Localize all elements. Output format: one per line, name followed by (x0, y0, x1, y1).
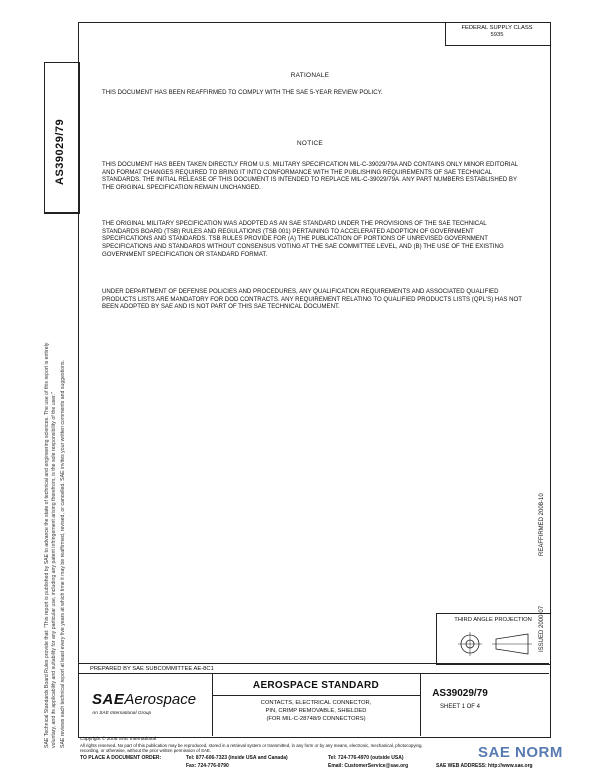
footer-rights-2: recording, or otherwise, without the prior written permission of SAE. (80, 748, 212, 753)
left-margin-line-3: SAE reviews each technical report at least every five years at which time it may be reaffirmed, revised, or cancelled. SAE invites your written comments and suggestions. (60, 360, 66, 748)
notice-paragraph-3: UNDER DEPARTMENT OF DEFENSE POLICIES AND PROCEDURES, ANY QUALIFICATION REQUIREMENTS AND ASSOCIATED QUALIFIED PRODUCTS LISTS ARE MANDATORY FOR DOD CONTRACTS. ANY REQUIREMENT RELATING TO QUALIFIED PRODUCTS LISTS (QPL'S) HAS NOT BEEN ADOPTED BY SAE AND IS NOT PART OF THIS SAE TECHNICAL DOCUMENT. (102, 288, 522, 311)
doc-number-side: AS39029/79 (54, 118, 66, 185)
footer-tel-1: Tel: 877-606-7323 (inside USA and Canada) (186, 755, 288, 761)
footer-rights: All rights reserved. No part of this publication may be reproduced, stored in a retrieval system or transmitted, in any form or by any means, electronic, mechanical, photocopying, (80, 743, 423, 748)
reaffirmed-date: REAFFIRMED 2008-10 (539, 493, 545, 556)
doc-title-line-3: (FOR MIL-C-28748/9 CONNECTORS) (266, 716, 366, 722)
third-angle-projection-label: THIRD ANGLE PROJECTION (454, 617, 532, 623)
standard-label-divider (212, 695, 420, 696)
footer-order-label: TO PLACE A DOCUMENT ORDER: (80, 755, 162, 761)
logo-tagline: An SAE International Group (92, 711, 152, 716)
notice-heading: NOTICE (297, 140, 323, 147)
footer-tel-2: Tel: 724-776-4970 (outside USA) (328, 755, 404, 761)
prepared-by: PREPARED BY SAE SUBCOMMITTEE AE-8C1 (90, 666, 214, 672)
doc-title-line-2: PIN, CRIMP REMOVABLE, SHIELDED (265, 708, 367, 714)
watermark: SAE NORM (478, 744, 563, 761)
notice-paragraph-2: THE ORIGINAL MILITARY SPECIFICATION WAS ADOPTED AS AN SAE STANDARD UNDER THE PROVISIONS OF THE SAE TECHNICAL STANDARDS BOARD (TSB) RULES AND REGULATIONS (TSB 001) PERTAINING TO ACCELERATED ADOPTION OF GOVERNMENT SPECIFICATIONS AND STANDARDS. TSB RULES PROVIDE FOR (A) THE PUBLICATION OF PORTIONS OF UNREVISED GOVERNMENT SPECIFICATIONS AND STANDARDS WITHOUT CONSENSUS VOTING AT THE SAE COMMITTEE LEVEL, AND (B) THE USE OF THE EXISTING GOVERNMENT SPECIFICATION OR STANDARD FORMAT. (102, 220, 504, 258)
federal-supply-class: FEDERAL SUPPLY CLASS 5935 (461, 25, 533, 38)
standard-label: AEROSPACE STANDARD (252, 680, 380, 691)
rationale-text: THIS DOCUMENT HAS BEEN REAFFIRMED TO COMPLY WITH THE SAE 5-YEAR REVIEW POLICY. (102, 89, 383, 96)
left-margin-line-1: SAE Technical Standards Board Rules provide that: "This report is published by SAE to advance the state of technical and engineering sciences. The use of this report is entirely (44, 342, 50, 748)
logo-aerospace: Aerospace (124, 691, 197, 708)
footer-copyright: Copyright © 2008 SAE International (80, 737, 157, 742)
sheet-number: SHEET 1 OF 4 (440, 704, 480, 710)
issued-date: ISSUED 2000-07 (539, 605, 545, 652)
rationale-heading: RATIONALE (290, 72, 330, 79)
sae-aerospace-logo (92, 691, 196, 709)
footer-email: Email: CustomerService@sae.org (328, 763, 409, 769)
footer-fax: Fax: 724-776-0790 (186, 763, 229, 769)
doc-number: AS39029/79 (432, 688, 488, 699)
title-block-top (78, 663, 549, 664)
title-block-divider (78, 673, 549, 674)
notice-paragraph-1: THIS DOCUMENT HAS BEEN TAKEN DIRECTLY FROM U.S. MILITARY SPECIFICATION MIL-C-39029/79A AND CONTAINS ONLY MINOR EDITORIAL AND FORMAT CHANGES REQUIRED TO BRING IT INTO CONFORMANCE WITH THE PUBLISHING REQUIREMENTS OF SAE TECHNICAL STANDARDS. THE INITIAL RELEASE OF THIS DOCUMENT IS INTENDED TO REPLACE MIL-C-39029/79A. ANY PART NUMBERS ESTABLISHED BY THE ORIGINAL SPECIFICATION REMAIN UNCHANGED. (102, 161, 518, 192)
third-angle-projection-symbol (456, 630, 536, 658)
footer-web: SAE WEB ADDRESS: http://www.sae.org (436, 763, 533, 769)
left-margin-line-2: voluntary, and its applicability and suitability for any particular use, including any patent infringement arising therefrom, is the sole responsibility of the user." (51, 392, 57, 748)
logo-sae: SAE (92, 691, 125, 708)
doc-title-line-1: CONTACTS, ELECTRICAL CONNECTOR, (260, 700, 372, 706)
